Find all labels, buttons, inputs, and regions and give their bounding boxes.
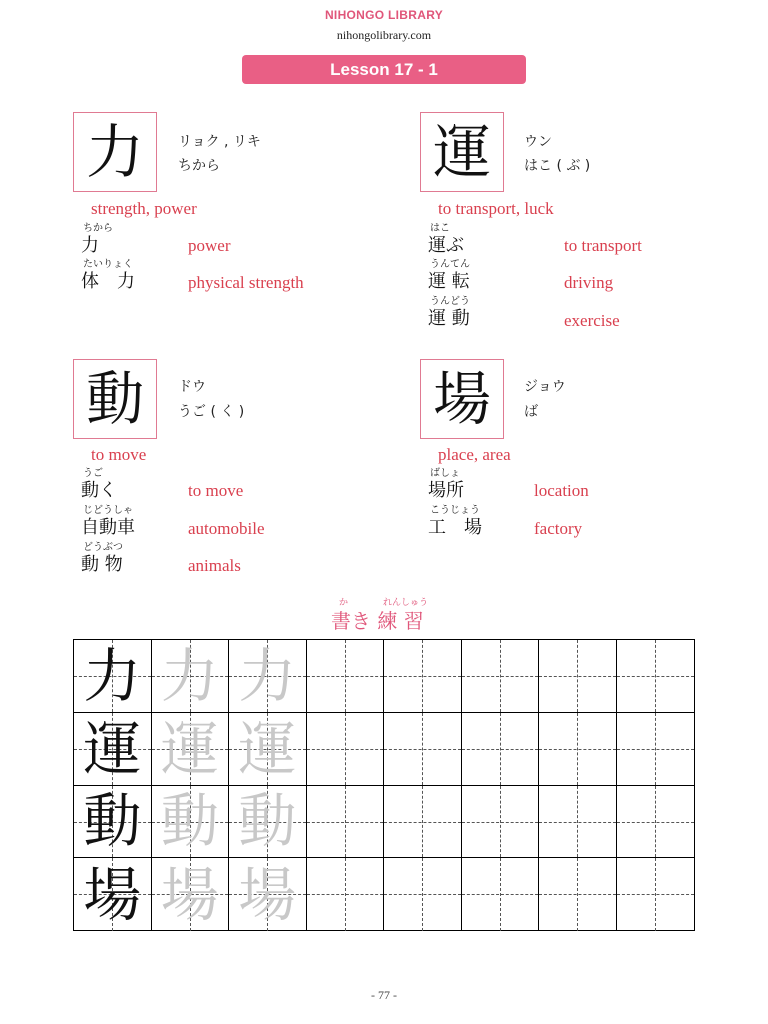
trace-kanji: 運 [160,714,219,783]
guide-line-horizontal [617,894,695,895]
example-word: 運 動 [428,308,470,329]
trace-kanji: 運 [238,714,297,783]
guide-line-horizontal [384,676,461,677]
example-meaning: physical strength [188,273,304,292]
model-kanji: 運 [83,714,142,783]
practice-cell [617,640,695,713]
guide-line-horizontal [539,822,616,823]
kanji-box: 運 [420,112,504,192]
guide-line-horizontal [539,749,616,750]
example-furigana: ばしょ [430,468,460,479]
example-word: 力 [81,235,99,256]
example-meaning: to move [188,481,244,500]
practice-cell [152,858,230,931]
example-word: 場所 [428,480,464,501]
on-reading: ドウ [178,379,206,395]
kun-reading: ちから [178,158,220,174]
guide-line-horizontal [462,749,539,750]
guide-line-horizontal [307,822,384,823]
practice-cell [74,858,152,931]
example-word: 工 場 [428,517,482,538]
guide-line-horizontal [617,822,695,823]
example-meaning: driving [564,273,614,292]
practice-cell [462,786,540,859]
example-word: 動 物 [81,554,123,575]
guide-line-horizontal [539,676,616,677]
guide-line-horizontal [539,894,616,895]
practice-cell [152,786,230,859]
practice-cell [307,713,385,786]
page-number: - 77 - [371,988,397,1002]
practice-cell [617,858,695,931]
example-furigana: じどうしゃ [83,505,133,516]
guide-line-horizontal [617,749,695,750]
practice-cell [539,858,617,931]
guide-line-horizontal [384,894,461,895]
example-meaning: power [188,236,231,255]
example-meaning: to transport [564,236,642,255]
example-furigana: ちから [83,223,113,234]
model-kanji: 動 [83,787,142,856]
on-reading: ウン [524,134,552,150]
brand-name: NIHONGO LIBRARY [324,8,444,22]
practice-furigana: か [339,598,349,608]
guide-line-horizontal [384,749,461,750]
trace-kanji: 場 [238,860,297,929]
guide-line-horizontal [307,676,384,677]
example-meaning: exercise [564,311,620,330]
kanji-meaning: to transport, luck [438,199,554,218]
kanji-box: 場 [420,359,504,439]
example-word: 運ぶ [428,235,464,256]
on-reading: ジョウ [524,379,566,395]
example-furigana: うご [83,468,103,479]
model-kanji: 場 [83,860,142,929]
guide-line-horizontal [617,676,695,677]
trace-kanji: 力 [238,641,297,710]
trace-kanji: 場 [160,860,219,929]
example-furigana: うんてん [430,259,470,270]
kanji-box: 力 [73,112,157,192]
practice-cell [152,713,230,786]
practice-cell [539,640,617,713]
practice-cell [539,786,617,859]
example-meaning: factory [534,519,583,538]
example-word: 動く [81,480,117,501]
example-furigana: どうぶつ [83,542,123,553]
kanji-meaning: strength, power [91,199,197,218]
example-word: 自動車 [81,517,135,538]
kun-reading: うご ( く ) [178,404,245,420]
kanji-meaning: place, area [438,445,511,464]
practice-cell [229,786,307,859]
guide-line-horizontal [462,894,539,895]
guide-line-horizontal [384,822,461,823]
practice-cell [617,713,695,786]
example-meaning: location [534,481,589,500]
guide-line-horizontal [307,894,384,895]
trace-kanji: 動 [238,787,297,856]
kanji-box: 動 [73,359,157,439]
example-furigana: こうじょう [430,505,480,516]
example-furigana: たいりょく [83,259,133,270]
practice-cell [384,713,462,786]
example-word: 運 転 [428,271,470,292]
lesson-banner: Lesson 17 - 1 [242,55,526,84]
example-word: 体 力 [81,271,135,292]
practice-cell [462,640,540,713]
practice-cell [617,786,695,859]
practice-cell [462,713,540,786]
example-furigana: うんどう [430,296,470,307]
guide-line-horizontal [462,676,539,677]
trace-kanji: 力 [160,641,219,710]
site-url: nihongolibrary.com [336,28,432,42]
practice-furigana: れんしゅう [383,598,429,608]
example-meaning: automobile [188,519,265,538]
practice-grid [73,639,695,931]
model-kanji: 力 [83,641,142,710]
practice-cell [307,858,385,931]
practice-cell [462,858,540,931]
practice-cell [74,713,152,786]
practice-title: 書き 練 習 [331,609,424,633]
practice-cell [229,713,307,786]
on-reading: リョク , リキ [178,134,261,150]
practice-cell [229,640,307,713]
kanji-meaning: to move [91,445,147,464]
practice-cell [74,640,152,713]
practice-cell [307,640,385,713]
kun-reading: はこ ( ぶ ) [524,158,591,174]
practice-cell [384,858,462,931]
example-furigana: はこ [430,223,450,234]
practice-cell [229,858,307,931]
practice-cell [384,640,462,713]
trace-kanji: 動 [160,787,219,856]
practice-cell [307,786,385,859]
practice-cell [539,713,617,786]
practice-cell [74,786,152,859]
kun-reading: ば [524,404,538,420]
practice-cell [384,786,462,859]
practice-cell [152,640,230,713]
guide-line-horizontal [307,749,384,750]
example-meaning: animals [188,556,241,575]
guide-line-horizontal [462,822,539,823]
